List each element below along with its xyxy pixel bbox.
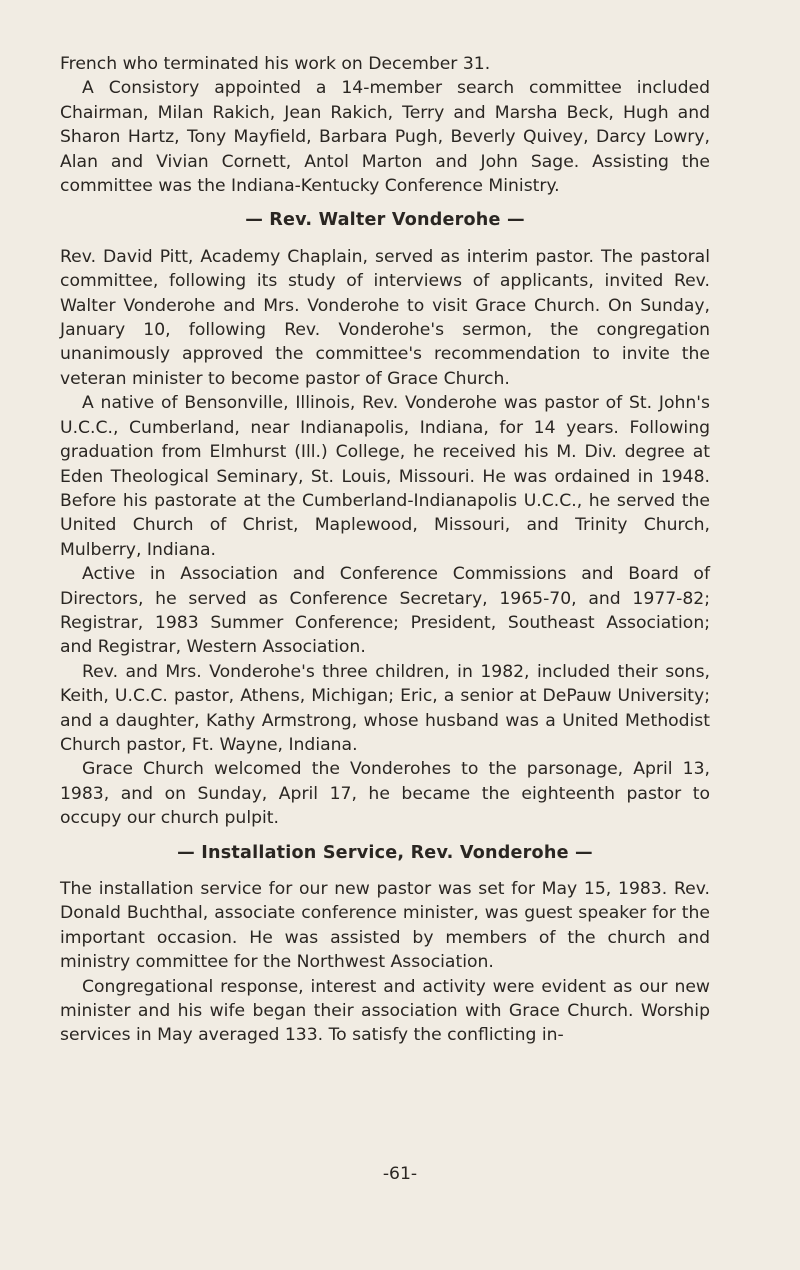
- paragraph-installation: The installation service for our new pastor was set for May 15, 1983. Rev. Donald Buchthal, associate conference minister, was guest speaker for the important occasion. He was assisted by members of the church and ministry committee for the Northwest Association.: [60, 879, 710, 973]
- page-number: -61-: [382, 1164, 418, 1184]
- paragraph-interim-pastor: Rev. David Pitt, Academy Chaplain, served as interim pastor. The pastoral committee, following its study of interviews of applicants, invited Rev. Walter Vonderohe and Mrs. Vonderohe to visit Grace Church. On Sunday, January 10, following Rev. Vonderohe's sermon, the congregation unanimously approved the committee's recommendation to invite the veteran minister to become pastor of Grace Church.: [60, 246, 710, 389]
- paragraph-biography: A native of Bensonville, Illinois, Rev. Vonderohe was pastor of St. John's U.C.C., Cumberland, near Indianapolis, Indiana, for 14 years. Following graduation from Elmhurst (Ill.) College, he received his M. Div. degree at Eden Theological Seminary, St. Louis, Missouri. He was ordained in 1948. Before his pastorate at the Cumberland-Indianapolis U.C.C., he served the United Church of Christ, Maplewood, Missouri, and Trinity Church, Mulberry, Indiana.: [60, 393, 710, 560]
- paragraph-response: Congregational response, interest and activity were evident as our new minister and his wife began their association with Grace Church. Worship services in May averaged 133. To satisfy the conflicting in-: [60, 976, 710, 1046]
- paragraph-commissions: Active in Association and Conference Commissions and Board of Directors, he served as Conference Secretary, 1965-70, and 1977-82; Registrar, 1983 Summer Conference; President, Southeast Association; and Registrar, Western Association.: [60, 564, 710, 658]
- document-page: [60, 52, 710, 1048]
- paragraph-children: Rev. and Mrs. Vonderohe's three children, in 1982, included their sons, Keith, U.C.C. pastor, Athens, Michigan; Eric, a senior at DePauw University; and a daughter, Kathy Armstrong, whose husband was a United Methodist Church pastor, Ft. Wayne, Indiana.: [60, 661, 710, 755]
- paragraph-continuation: French who terminated his work on December 31.: [60, 54, 491, 74]
- paragraph-welcome: Grace Church welcomed the Vonderohes to the parsonage, April 13, 1983, and on Sunday, April 17, he became the eighteenth pastor to occupy our church pulpit.: [60, 759, 710, 829]
- section-heading-installation: — Installation Service, Rev. Vonderohe —: [177, 842, 593, 863]
- paragraph-search-committee: A Consistory appointed a 14-member search committee included Chairman, Milan Rakich, Jean Rakich, Terry and Marsha Beck, Hugh and Sharon Hartz, Tony Mayfield, Barbara Pugh, Beverly Quivey, Darcy Lowry, Alan and Vivian Cornett, Antol Marton and John Sage. Assisting the committee was the Indiana-Kentucky Conference Ministry.: [60, 78, 710, 197]
- section-heading-vonderohe: — Rev. Walter Vonderohe —: [245, 210, 525, 231]
